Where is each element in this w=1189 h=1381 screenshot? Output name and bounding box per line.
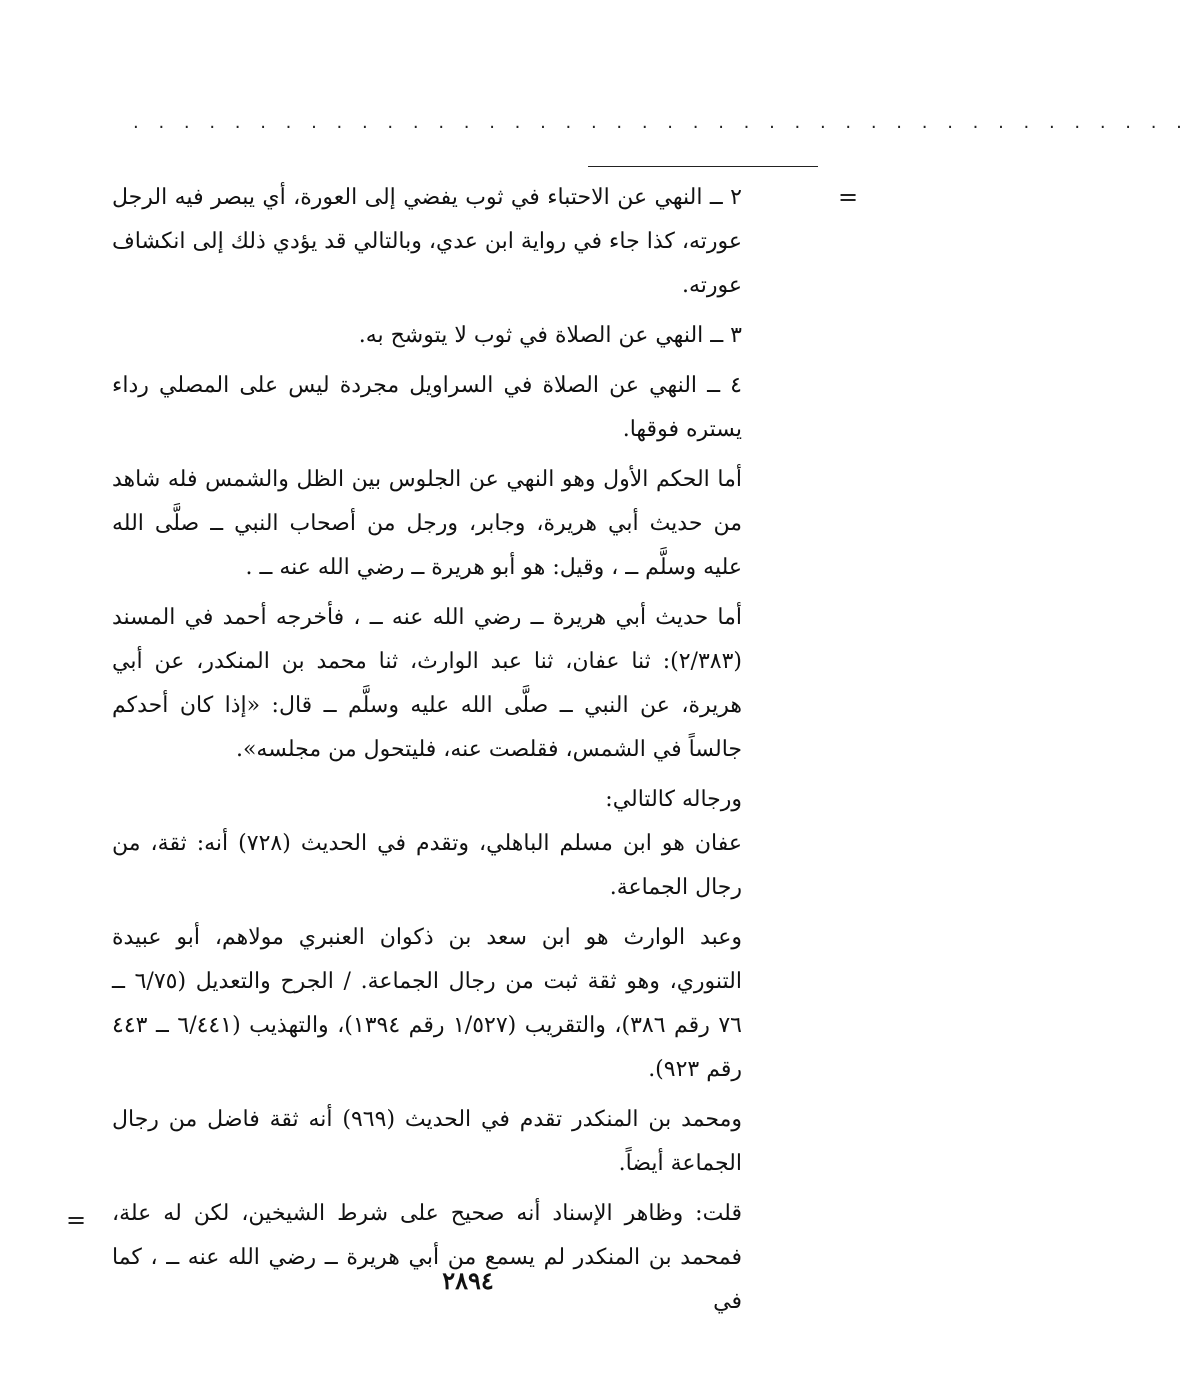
- paragraph-narrator-affan: عفان هو ابن مسلم الباهلي، وتقدم في الحديث (٧٢٨) أنه: ثقة، من رجال الجماعة.: [112, 831, 742, 900]
- paragraph-item-3: ٣ ــ النهي عن الصلاة في ثوب لا يتوشح به.: [358, 323, 742, 348]
- page-number: ٢٨٩٤: [442, 1266, 494, 1295]
- paragraph-narrator-abdulwarith: وعبد الوارث هو ابن سعد بن ذكوان العنبري مولاهم، أبو عبيدة التنوري، وهو ثقة ثبت من رجال الجماعة. / الجرح والتعديل (٦/٧٥ ــ ٧٦ رقم ٣٨٦)، والتقريب (١/٥٢٧ رقم ١٣٩٤)، والتهذيب (٦/٤٤١ ــ ٤٤٣ رقم ٩٢٣).: [112, 925, 742, 1082]
- paragraph-hadith-abu-hurayra: أما حديث أبي هريرة ــ رضي الله عنه ــ ، فأخرجه أحمد في المسند (٢/٣٨٣): ثنا عفان، ثنا عبد الوارث، ثنا محمد بن المنكدر، عن أبي هريرة، عن النبي ــ صلَّى الله عليه وسلَّم ــ قال: «إذا كان أحدكم جالساً في الشمس، فقلصت عنه، فليتحول من مجلسه».: [112, 605, 742, 762]
- continuation-mark-bottom: =: [66, 1206, 87, 1234]
- paragraph-item-2: ٢ ــ النهي عن الاحتباء في ثوب يفضي إلى العورة، أي يبصر فيه الرجل عورته، كذا جاء في رواية ابن عدي، وبالتالي قد يؤدي ذلك إلى انكشاف عورته.: [112, 185, 742, 298]
- paragraph-conclusion: قلت: وظاهر الإسناد أنه صحيح على شرط الشيخين، لكن له علة، فمحمد بن المنكدر لم يسمع من أبي هريرة ــ رضي الله عنه ــ ، كما في: [112, 1201, 742, 1314]
- paragraph-narrators-heading: ورجاله كالتالي:: [605, 787, 742, 812]
- footnote-body: [112, 176, 742, 1330]
- paragraph-narrator-ibn-munkadir: ومحمد بن المنكدر تقدم في الحديث (٩٦٩) أنه ثقة فاضل من رجال الجماعة أيضاً.: [112, 1107, 742, 1176]
- paragraph-first-ruling: أما الحكم الأول وهو النهي عن الجلوس بين الظل والشمس فله شاهد من حديث أبي هريرة، وجابر، ورجل من أصحاب النبي ــ صلَّى الله عليه وسلَّم ــ ، وقيل: هو أبو هريرة ــ رضي الله عنه ــ .: [112, 467, 742, 580]
- continuation-mark-top: =: [838, 183, 859, 211]
- separator-dots: . . . . . . . . . . . . . . . . . . . . . . . . . . . . . . . . . . . . . . . . . .: [133, 112, 1189, 133]
- footnote-rule: [588, 166, 818, 167]
- paragraph-item-4: ٤ ــ النهي عن الصلاة في السراويل مجردة ليس على المصلي رداء يستره فوقها.: [112, 373, 742, 442]
